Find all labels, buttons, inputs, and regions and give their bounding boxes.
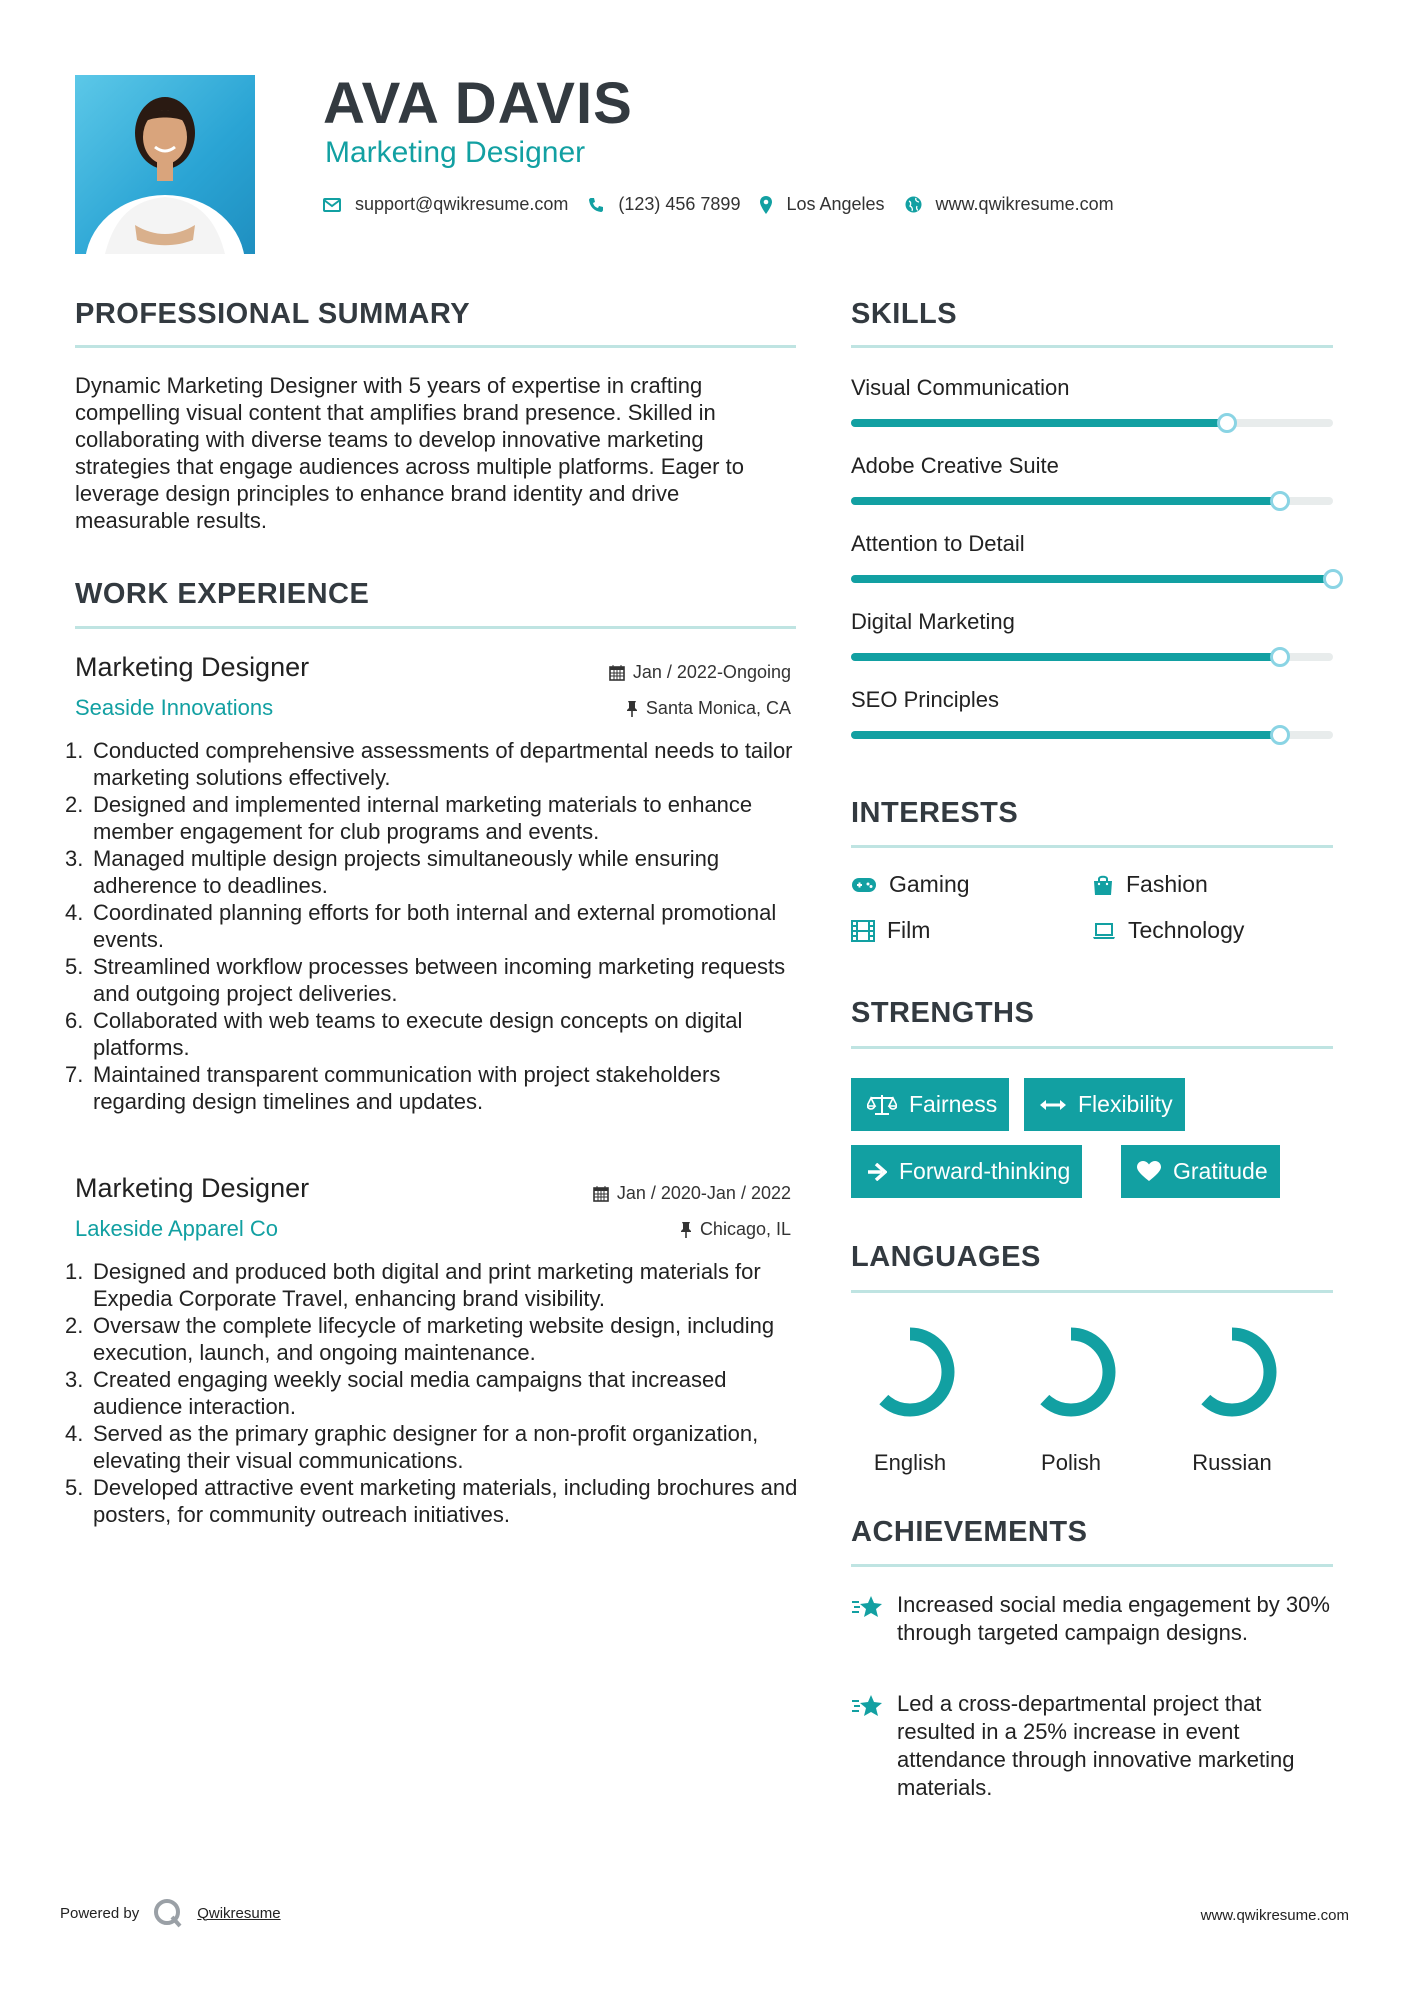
achievement-text: Increased social media engagement by 30% through targeted campaign designs. — [897, 1592, 1330, 1645]
list-item: 6. Collaborated with web teams to execute design concepts on digital platforms. — [65, 1008, 743, 1060]
skill-visual-communication — [851, 375, 1333, 401]
skill-knob — [1217, 413, 1237, 433]
list-item: 3. Managed multiple design projects simultaneously while ensuring adherence to deadlines. — [65, 846, 720, 898]
interest-label: Gaming — [889, 871, 970, 897]
language-label: Polish — [1041, 1450, 1101, 1475]
strength-fairness — [851, 1078, 1009, 1131]
language-russian — [1172, 1322, 1292, 1476]
contact-location — [760, 194, 884, 215]
achievements-heading: ACHIEVEMENTS — [851, 1516, 1088, 1548]
languages-heading: LANGUAGES — [851, 1241, 1041, 1273]
envelope-icon — [323, 198, 341, 212]
skill-track — [851, 497, 1333, 505]
language-ring — [860, 1322, 960, 1422]
list-item: 2. Designed and implemented internal marketing materials to enhance member engagement for club programs and events. — [65, 792, 753, 844]
skill-adobe-creative-suite — [851, 453, 1333, 479]
skill-label: Visual Communication — [851, 375, 1070, 400]
skill-knob — [1270, 491, 1290, 511]
balance-scale-icon — [867, 1094, 897, 1116]
strength-label: Gratitude — [1173, 1158, 1268, 1184]
job-1-dates — [609, 662, 791, 683]
shooting-star-icon — [851, 1692, 883, 1720]
skill-label: Digital Marketing — [851, 609, 1015, 634]
skill-label: SEO Principles — [851, 687, 999, 712]
arrow-right-icon — [867, 1163, 887, 1181]
list-item: 5. Streamlined workflow processes between incoming marketing requests and outgoing project deliveries. — [65, 954, 786, 1006]
list-item: 4. Served as the primary graphic designer for a non-profit organization, elevating their visual communications. — [65, 1421, 759, 1473]
strength-label: Forward-thinking — [899, 1158, 1071, 1184]
skills-heading: SKILLS — [851, 298, 958, 330]
contact-email-text: support@qwikresume.com — [355, 194, 569, 214]
pushpin-icon — [626, 700, 638, 718]
list-item: 5. Developed attractive event marketing materials, including brochures and posters, for community outreach initiatives. — [65, 1475, 798, 1527]
phone-icon — [588, 197, 604, 213]
globe-icon — [905, 196, 922, 213]
skill-seo-principles — [851, 687, 1333, 713]
list-item: 4. Coordinated planning efforts for both internal and external promotional events. — [65, 900, 777, 952]
language-english — [850, 1322, 970, 1476]
candidate-name: AVA DAVIS — [323, 71, 633, 136]
job-2-dates-text: Jan / 2020-Jan / 2022 — [616, 1183, 791, 1203]
contact-bar — [323, 194, 1134, 215]
qwikresume-logo-icon — [153, 1898, 185, 1928]
contact-phone-text: (123) 456 7899 — [618, 194, 741, 214]
calendar-icon — [609, 665, 625, 681]
experience-divider — [75, 626, 796, 629]
film-icon — [851, 920, 875, 942]
interests-heading: INTERESTS — [851, 797, 1019, 829]
strength-flexibility — [1024, 1078, 1185, 1131]
arrows-horizontal-icon — [1040, 1098, 1066, 1112]
list-item: 3. Created engaging weekly social media campaigns that increased audience interaction. — [65, 1367, 727, 1419]
skill-knob — [1270, 647, 1290, 667]
job-2-title: Marketing Designer — [75, 1173, 310, 1203]
interests-divider — [851, 845, 1333, 848]
language-ring — [1182, 1322, 1282, 1422]
shopping-bag-icon — [1092, 874, 1114, 896]
summary-divider — [75, 345, 796, 348]
pushpin-icon — [680, 1221, 692, 1239]
list-item: 2. Oversaw the complete lifecycle of marketing website design, including execution, launch, and ongoing maintenance. — [65, 1313, 775, 1365]
skill-track — [851, 731, 1333, 739]
interest-technology — [1092, 917, 1244, 944]
job-2-company: Lakeside Apparel Co — [75, 1216, 279, 1241]
summary-heading: PROFESSIONAL SUMMARY — [75, 298, 471, 330]
gamepad-icon — [851, 877, 877, 893]
list-item: 7. Maintained transparent communication with project stakeholders regarding design timelines and updates. — [65, 1062, 721, 1114]
job-1-responsibilities — [65, 737, 805, 1115]
strengths-divider — [851, 1046, 1333, 1049]
language-polish — [1011, 1322, 1131, 1476]
skill-label: Attention to Detail — [851, 531, 1025, 556]
shooting-star-icon — [851, 1593, 883, 1621]
footer-website[interactable]: www.qwikresume.com — [1200, 1907, 1349, 1924]
job-1-location-text: Santa Monica, CA — [645, 698, 791, 718]
job-2-responsibilities — [65, 1258, 805, 1528]
job-1-company: Seaside Innovations — [75, 695, 274, 720]
calendar-icon — [593, 1186, 609, 1202]
contact-phone[interactable] — [588, 194, 740, 215]
skill-knob — [1270, 725, 1290, 745]
interest-film — [851, 917, 930, 944]
job-2-dates — [593, 1183, 791, 1204]
skill-label: Adobe Creative Suite — [851, 453, 1059, 478]
list-item: 1. Conducted comprehensive assessments of departmental needs to tailor marketing solutions effectively. — [65, 738, 793, 790]
footer-powered-by — [60, 1898, 281, 1928]
skills-divider — [851, 345, 1333, 348]
job-1-dates-text: Jan / 2022-Ongoing — [632, 662, 791, 682]
achievement-item — [851, 1591, 1341, 1647]
skill-knob — [1323, 569, 1343, 589]
strength-forward-thinking — [851, 1145, 1082, 1198]
interest-label: Film — [887, 917, 931, 943]
language-label: Russian — [1192, 1450, 1272, 1475]
job-1-location — [626, 698, 791, 719]
footer-brand-link[interactable]: Qwikresume — [197, 1904, 281, 1922]
profile-photo — [75, 75, 255, 254]
languages-divider — [851, 1290, 1333, 1293]
powered-by-text: Powered by — [60, 1904, 140, 1922]
list-item: 1. Designed and produced both digital and print marketing materials for Expedia Corporate Travel, enhancing brand visibility. — [65, 1259, 761, 1311]
contact-website[interactable] — [905, 194, 1114, 215]
contact-website-text: www.qwikresume.com — [935, 194, 1114, 214]
achievement-text: Led a cross-departmental project that resulted in a 25% increase in event attendance through innovative marketing materials. — [897, 1691, 1295, 1800]
heart-icon — [1137, 1161, 1161, 1182]
interest-label: Fashion — [1126, 871, 1208, 897]
skill-fill — [851, 653, 1280, 661]
interest-gaming — [851, 871, 970, 898]
skill-fill — [851, 575, 1333, 583]
job-2-location — [680, 1219, 791, 1240]
language-label: English — [873, 1450, 947, 1475]
strength-gratitude — [1121, 1145, 1280, 1198]
job-1-title: Marketing Designer — [75, 652, 310, 682]
achievements-divider — [851, 1564, 1333, 1567]
strength-label: Fairness — [909, 1091, 998, 1117]
skill-track — [851, 653, 1333, 661]
skill-attention-to-detail — [851, 531, 1333, 557]
job-2-location-text: Chicago, IL — [699, 1219, 791, 1239]
skill-fill — [851, 497, 1280, 505]
skill-track — [851, 575, 1333, 583]
strength-label: Flexibility — [1078, 1091, 1173, 1117]
summary-text: Dynamic Marketing Designer with 5 years of expertise in crafting compelling visual content that amplifies brand presence. Skilled in collaborating with diverse teams to develop innovative marketing strategies that engage audiences across multiple platforms. Eager to leverage design principles to enhance brand identity and drive measurable results. — [75, 373, 744, 533]
candidate-title: Marketing Designer — [325, 136, 586, 169]
skill-fill — [851, 419, 1227, 427]
strengths-heading: STRENGTHS — [851, 997, 1035, 1029]
experience-heading: WORK EXPERIENCE — [75, 578, 370, 610]
map-marker-icon — [760, 196, 772, 214]
laptop-icon — [1092, 922, 1116, 940]
contact-email[interactable] — [323, 194, 568, 215]
contact-location-text: Los Angeles — [786, 194, 885, 214]
skill-fill — [851, 731, 1280, 739]
skill-track — [851, 419, 1333, 427]
achievement-item — [851, 1690, 1341, 1802]
interest-label: Technology — [1128, 917, 1245, 943]
interest-fashion — [1092, 871, 1208, 898]
skill-digital-marketing — [851, 609, 1333, 635]
language-ring — [1021, 1322, 1121, 1422]
